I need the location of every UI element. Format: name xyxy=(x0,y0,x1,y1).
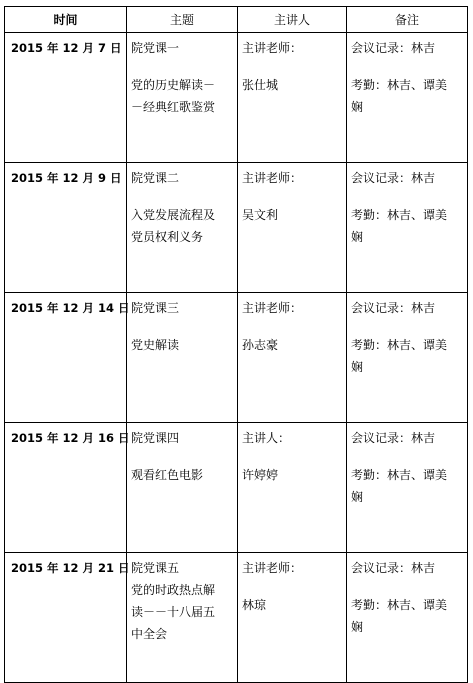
topic-cell xyxy=(127,163,238,293)
attendance-line: 考勤：林吉、谭美 xyxy=(351,208,448,222)
date-text: 2015 年 12 月 16 日 xyxy=(11,431,130,445)
date-cell xyxy=(5,423,130,553)
speaker-cell xyxy=(238,553,347,683)
speaker-cell xyxy=(238,163,347,293)
speaker-name: 吴文利 xyxy=(242,208,279,222)
speaker-label: 主讲老师： xyxy=(242,41,303,55)
topic-line: 读－－十八届五 xyxy=(131,605,216,619)
table-row xyxy=(5,163,468,293)
topic-line: 党史解读 xyxy=(131,338,180,352)
header-topic: 主题 xyxy=(127,7,238,33)
topic-cell xyxy=(127,293,238,423)
speaker-cell xyxy=(238,293,347,423)
date-cell xyxy=(5,293,130,423)
attendance-line: 娴 xyxy=(351,230,364,244)
topic-line: 中全会 xyxy=(131,627,168,641)
notes-cell xyxy=(347,33,468,163)
attendance-line: 娴 xyxy=(351,490,364,504)
course-name: 院党课四 xyxy=(131,431,180,445)
topic-line: 党的时政热点解 xyxy=(131,583,216,597)
record-text: 会议记录：林吉 xyxy=(351,301,436,315)
notes-cell xyxy=(347,293,468,423)
record-text: 会议记录：林吉 xyxy=(351,41,436,55)
table-row xyxy=(5,33,468,163)
topic-line: 党员权利义务 xyxy=(131,230,204,244)
record-text: 会议记录：林吉 xyxy=(351,431,436,445)
speaker-label: 主讲老师： xyxy=(242,301,303,315)
speaker-label: 主讲老师： xyxy=(242,171,303,185)
date-cell xyxy=(5,33,127,163)
notes-cell xyxy=(347,553,468,683)
topic-cell xyxy=(127,33,238,163)
date-cell xyxy=(5,553,130,683)
course-name: 院党课三 xyxy=(131,301,180,315)
topic-cell xyxy=(127,423,238,553)
topic-line: 党的历史解读－ xyxy=(131,78,216,92)
notes-cell xyxy=(347,163,468,293)
attendance-line: 考勤：林吉、谭美 xyxy=(351,468,448,482)
table-row xyxy=(5,293,468,423)
speaker-name: 孙志豪 xyxy=(242,338,279,352)
attendance-line: 娴 xyxy=(351,360,364,374)
record-text: 会议记录：林吉 xyxy=(351,171,436,185)
course-name: 院党课五 xyxy=(131,561,180,575)
topic-line: －经典红歌鉴赏 xyxy=(131,100,216,114)
topic-line: 入党发展流程及 xyxy=(131,208,216,222)
attendance-line: 考勤：林吉、谭美 xyxy=(351,338,448,352)
header-notes: 备注 xyxy=(347,7,468,33)
topic-cell xyxy=(127,553,238,683)
date-text: 2015 年 12 月 7 日 xyxy=(11,41,122,55)
schedule-table xyxy=(4,6,468,683)
header-time: 时间 xyxy=(5,7,127,33)
record-text: 会议记录：林吉 xyxy=(351,561,436,575)
date-text: 2015 年 12 月 14 日 xyxy=(11,301,130,315)
course-name: 院党课一 xyxy=(131,41,180,55)
speaker-label: 主讲老师： xyxy=(242,561,303,575)
date-cell xyxy=(5,163,127,293)
attendance-line: 娴 xyxy=(351,100,364,114)
table-row xyxy=(5,423,468,553)
attendance-line: 娴 xyxy=(351,620,364,634)
speaker-name: 张仕城 xyxy=(242,78,279,92)
table-row xyxy=(5,553,468,683)
date-text: 2015 年 12 月 21 日 xyxy=(11,561,130,575)
speaker-cell xyxy=(238,423,347,553)
attendance-line: 考勤：林吉、谭美 xyxy=(351,598,448,612)
speaker-label: 主讲人： xyxy=(242,431,291,445)
header-row xyxy=(5,7,468,33)
topic-line: 观看红色电影 xyxy=(131,468,204,482)
date-text: 2015 年 12 月 9 日 xyxy=(11,171,122,185)
attendance-line: 考勤：林吉、谭美 xyxy=(351,78,448,92)
notes-cell xyxy=(347,423,468,553)
speaker-name: 许婷婷 xyxy=(242,468,279,482)
header-speaker: 主讲人 xyxy=(238,7,347,33)
speaker-name: 林琼 xyxy=(242,598,267,612)
course-name: 院党课二 xyxy=(131,171,180,185)
speaker-cell xyxy=(238,33,347,163)
